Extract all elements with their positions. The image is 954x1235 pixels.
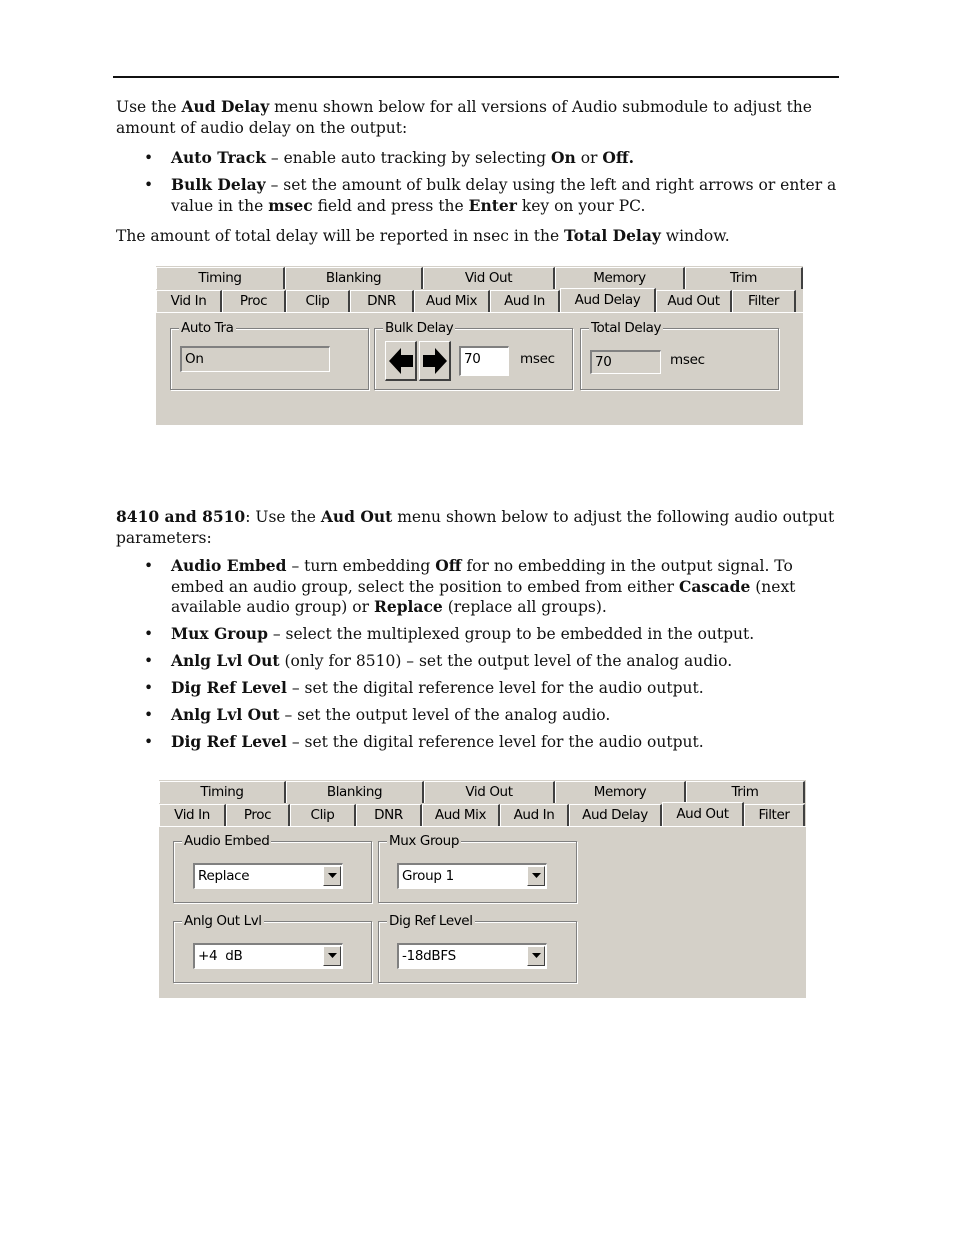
anlg-out-lvl-group	[173, 913, 372, 983]
tab-dnr[interactable]: DNR	[356, 804, 422, 826]
dig-ref-level-value: -18dBFS	[402, 948, 456, 964]
dig-ref-level-label: Dig Ref Level	[389, 913, 473, 929]
auto-track-label: Auto Tra	[181, 320, 234, 336]
mux-group-group	[378, 833, 577, 903]
tab-row-top	[156, 267, 803, 289]
tab-timing[interactable]: Timing	[159, 781, 286, 803]
tab-vid-in[interactable]: Vid In	[159, 804, 226, 826]
tab-clip[interactable]: Clip	[286, 290, 350, 312]
bulk-delay-label: Bulk Delay	[385, 320, 454, 336]
aud-out-intro: 8410 and 8510: Use the Aud Out menu shown below to adjust the following audio output parameters:	[116, 507, 835, 547]
anlg-out-lvl-value: +4 dB	[198, 948, 243, 964]
tab-aud-mix[interactable]: Aud Mix	[422, 804, 500, 826]
tab-trim[interactable]: Trim	[685, 267, 803, 289]
tab-vid-out[interactable]: Vid Out	[423, 267, 555, 289]
tab-proc[interactable]: Proc	[222, 290, 286, 312]
tab-aud-out[interactable]: Aud Out	[662, 802, 744, 826]
tab-aud-in[interactable]: Aud In	[490, 290, 560, 312]
header-rule	[113, 76, 839, 78]
chevron-down-icon[interactable]	[323, 866, 341, 886]
chevron-down-icon[interactable]	[323, 946, 341, 966]
tab-baseline	[159, 826, 806, 827]
total-delay-field: 70	[590, 350, 661, 374]
aud-delay-panel	[156, 266, 803, 425]
total-delay-group	[580, 320, 779, 390]
arrow-left-icon	[388, 346, 414, 376]
tab-memory[interactable]: Memory	[555, 267, 685, 289]
tab-aud-in[interactable]: Aud In	[500, 804, 569, 826]
bullet-auto-track: • Auto Track – enable auto tracking by selecting On or Off.	[116, 148, 842, 169]
audio-embed-label: Audio Embed	[184, 833, 270, 849]
tab-proc[interactable]: Proc	[226, 804, 290, 826]
bulk-delay-group	[374, 320, 573, 390]
auto-track-field[interactable]: On	[180, 346, 330, 372]
tab-baseline	[156, 312, 803, 313]
tab-vid-in[interactable]: Vid In	[156, 290, 222, 312]
anlg-out-lvl-select[interactable]	[193, 943, 343, 969]
tab-row-top	[159, 781, 805, 803]
total-delay-note: The amount of total delay will be reported in nsec in the Total Delay window.	[116, 226, 730, 245]
bulk-delay-unit: msec	[520, 351, 555, 367]
tab-timing[interactable]: Timing	[156, 267, 285, 289]
bullet-anlg-lvl-out-8510: • Anlg Lvl Out (only for 8510) – set the output level of the analog audio.	[116, 651, 842, 672]
tab-filter[interactable]: Filter	[732, 290, 796, 312]
tab-filter[interactable]: Filter	[744, 804, 805, 826]
bullet-mux-group: • Mux Group – select the multiplexed group to be embedded in the output.	[116, 624, 842, 645]
tab-clip[interactable]: Clip	[290, 804, 356, 826]
tab-row-bottom	[156, 290, 796, 312]
aud-out-panel	[159, 780, 806, 998]
tab-memory[interactable]: Memory	[555, 781, 686, 803]
audio-embed-select[interactable]	[193, 863, 343, 889]
aud-out-bullets	[116, 556, 842, 759]
chevron-down-icon[interactable]	[527, 946, 545, 966]
anlg-out-lvl-label: Anlg Out Lvl	[184, 913, 262, 929]
tab-aud-delay[interactable]: Aud Delay	[569, 804, 662, 826]
mux-group-label: Mux Group	[389, 833, 459, 849]
tab-aud-mix[interactable]: Aud Mix	[414, 290, 490, 312]
aud-delay-intro: Use the Aud Delay menu shown below for all versions of Audio submodule to adjust the amount of audio delay on the output:	[116, 97, 812, 137]
bulk-delay-right-button[interactable]	[419, 341, 451, 381]
auto-track-group	[170, 320, 369, 390]
bullet-anlg-lvl-out: • Anlg Lvl Out – set the output level of the analog audio.	[116, 705, 842, 726]
aud-delay-bullets	[116, 148, 842, 223]
bullet-dig-ref-level-2: • Dig Ref Level – set the digital reference level for the audio output.	[116, 732, 842, 753]
bullet-bulk-delay: • Bulk Delay – set the amount of bulk delay using the left and right arrows or enter a value in the msec field and press the Enter key on your PC.	[116, 175, 842, 216]
mux-group-value: Group 1	[402, 868, 454, 884]
audio-embed-value: Replace	[198, 868, 250, 884]
dig-ref-level-group	[378, 913, 577, 983]
tab-blanking[interactable]: Blanking	[285, 267, 423, 289]
bullet-audio-embed: • Audio Embed – turn embedding Off for no embedding in the output signal. To embed an audio group, select the position to embed from either Cascade (next available audio group) or Replace (replace all groups).	[116, 556, 842, 618]
bulk-delay-left-button[interactable]	[385, 341, 417, 381]
total-delay-label: Total Delay	[591, 320, 662, 336]
arrow-right-icon	[422, 346, 448, 376]
tab-row-bottom	[159, 804, 805, 826]
tab-dnr[interactable]: DNR	[350, 290, 414, 312]
dig-ref-level-select[interactable]	[397, 943, 547, 969]
audio-embed-group	[173, 833, 372, 903]
tab-blanking[interactable]: Blanking	[286, 781, 424, 803]
bulk-delay-input[interactable]: 70	[459, 346, 509, 376]
tab-vid-out[interactable]: Vid Out	[424, 781, 555, 803]
tab-aud-out[interactable]: Aud Out	[656, 290, 732, 312]
chevron-down-icon[interactable]	[527, 866, 545, 886]
total-delay-unit: msec	[670, 352, 705, 368]
tab-aud-delay[interactable]: Aud Delay	[560, 288, 656, 312]
tab-trim[interactable]: Trim	[686, 781, 805, 803]
bullet-dig-ref-level: • Dig Ref Level – set the digital reference level for the audio output.	[116, 678, 842, 699]
mux-group-select[interactable]	[397, 863, 547, 889]
